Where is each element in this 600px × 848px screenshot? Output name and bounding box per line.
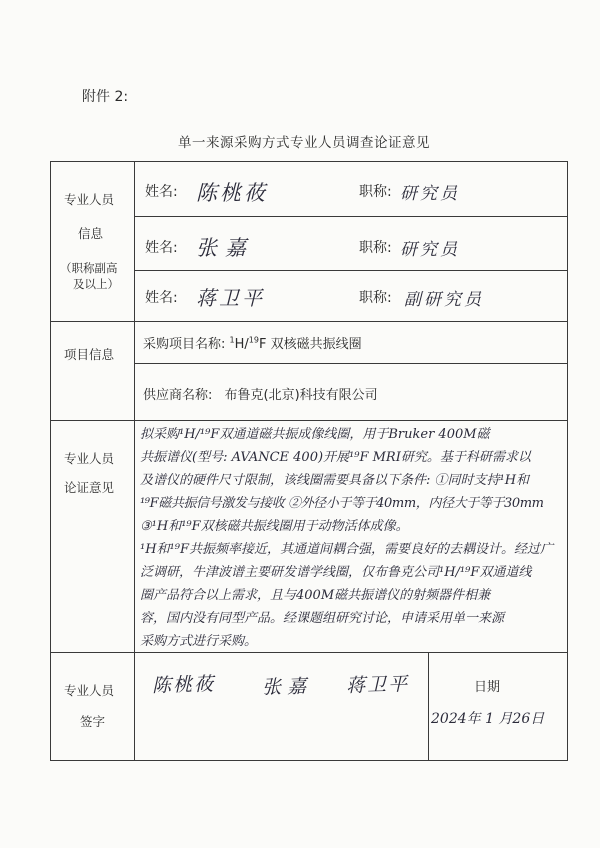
argument-line: 采购方式进行采购。 <box>140 634 258 649</box>
project-name-part-a: H/ <box>234 337 249 352</box>
argument-line: 圈产品符合以上需求，且与400M磁共振谱仪的射频器件相兼 <box>140 588 491 603</box>
section-divider <box>50 420 568 421</box>
document-title: 单一来源采购方式专业人员调查论证意见 <box>178 135 430 151</box>
argument-line: 及谱仪的硬件尺寸限制，该线圈需要具备以下条件: ①同时支持¹H和 <box>140 473 530 488</box>
title-label: 职称: <box>359 290 392 306</box>
argument-line: 容，国内没有同型产品。经课题组研究讨论，申请采用单一来源 <box>140 611 505 626</box>
signature: 陈桃莜 <box>151 673 216 697</box>
supplier-label: 供应商名称: <box>143 388 213 403</box>
project-name-label: 采购项目名称: <box>143 337 226 352</box>
project-name-part-b: F 双核磁共振线圈 <box>258 337 362 352</box>
signature: 蒋卫平 <box>345 673 410 697</box>
title-label: 职称: <box>359 184 392 200</box>
table-border-bottom <box>50 760 568 761</box>
argument-line: ③¹H和¹⁹F双核磁共振线圈用于动物活体成像。 <box>140 519 409 534</box>
signature-section-label-2: 签字 <box>80 714 106 729</box>
title-value: 研究员 <box>400 184 460 204</box>
label-column-divider <box>134 161 135 761</box>
signature: 张嘉 <box>261 675 313 699</box>
personnel-note: （职称副高 <box>60 261 118 275</box>
argument-section-label: 专业人员 <box>64 451 115 466</box>
date-label: 日期 <box>474 680 501 695</box>
superscript-mass-19: 19 <box>248 335 259 345</box>
argument-text <box>140 423 564 653</box>
name-value: 蒋卫平 <box>196 286 265 310</box>
title-value: 副研究员 <box>404 290 484 310</box>
argument-line: ¹H和¹⁹F共振频率接近，其通道间耦合强，需要良好的去耦设计。经过广 <box>140 542 553 557</box>
title-label: 职称: <box>359 240 392 256</box>
argument-line: ¹⁹F磁共振信号激发与接收 ②外径小于等于40mm，内径大于等于30mm <box>140 496 544 511</box>
row-divider <box>134 216 568 217</box>
date-column-divider <box>428 652 429 760</box>
section-divider <box>50 321 568 322</box>
argument-line: 拟采购¹H/¹⁹F双通道磁共振成像线圈，用于Bruker 400M磁 <box>140 427 490 442</box>
signature-section-label: 专业人员 <box>64 683 115 698</box>
personnel-section-label: 专业人员 <box>64 192 115 207</box>
name-label: 姓名: <box>145 184 178 200</box>
date-value: 2024年 1 月26日 <box>431 711 545 727</box>
name-label: 姓名: <box>145 240 178 256</box>
table-border-left <box>50 161 51 761</box>
table-border-right <box>567 161 568 761</box>
title-value: 研究员 <box>400 240 460 260</box>
table-border-top <box>50 161 568 162</box>
personnel-note-2: 及以上） <box>73 277 119 291</box>
argument-section-label-2: 论证意见 <box>64 480 115 495</box>
row-divider <box>134 363 568 364</box>
argument-line: 泛调研，牛津波谱主要研发谱学线圈，仅布鲁克公司¹H/¹⁹F双通道线 <box>140 565 532 580</box>
attachment-label: 附件 2: <box>82 89 129 105</box>
name-value: 张嘉 <box>196 236 254 260</box>
name-label: 姓名: <box>145 290 178 306</box>
superscript-mass-1: 1 <box>229 335 235 345</box>
argument-line: 共振谱仪(型号: AVANCE 400)开展¹⁹F MRI研究。基于科研需求以 <box>140 450 531 465</box>
project-name-row <box>143 333 362 352</box>
name-value: 陈桃莜 <box>196 181 268 205</box>
personnel-section-label-2: 信息 <box>78 226 104 241</box>
row-divider <box>134 270 568 271</box>
supplier-row <box>143 384 378 403</box>
project-section-label: 项目信息 <box>64 347 115 362</box>
supplier-value: 布鲁克(北京)科技有限公司 <box>224 388 378 403</box>
